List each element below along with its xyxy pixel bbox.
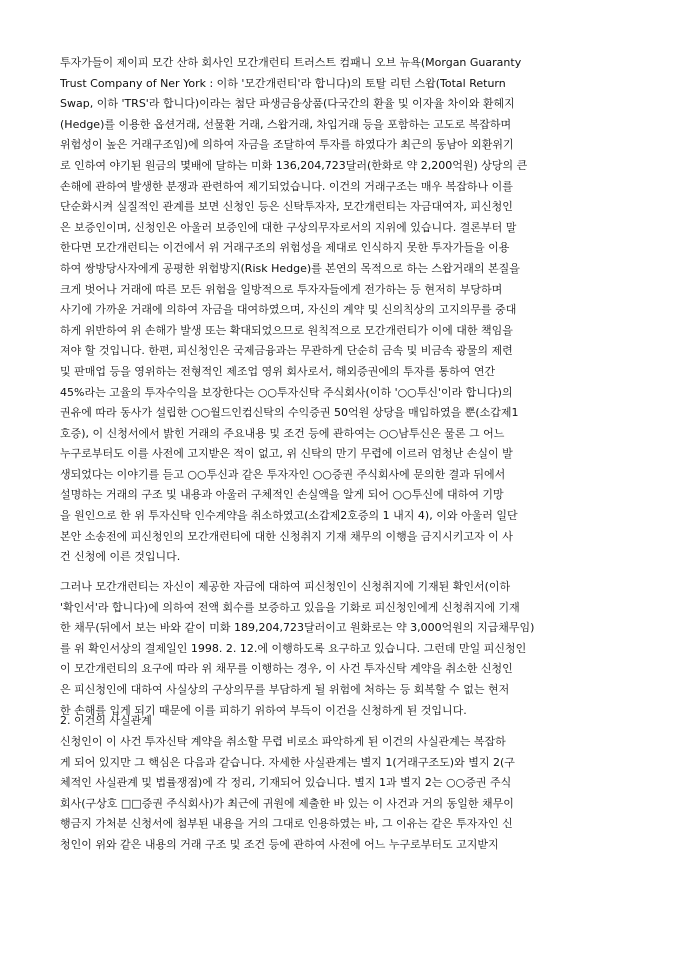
paragraph-background (60, 53, 620, 568)
section-heading-text: 2. 이건의 사실관계 (60, 714, 152, 727)
text-line: 한다면 모간개런티는 이건에서 위 거래구조의 위험성을 제대로 인식하지 못한 투자가들을 이용 (60, 241, 510, 255)
text-line: Trust Company of Ner York : 이하 '모간개런티'라 합니다)의 토탈 리턴 스왑(Total Return (60, 76, 506, 90)
text-line: 행금지 가처분 신청서에 첨부된 내용을 거의 그대로 인용하였는 바, 그 이유는 같은 투자자인 신 (60, 817, 513, 831)
text-line: 손해에 관하여 발생한 분쟁과 관련하여 제기되었습니다. 이건의 거래구조는 매우 복잡하나 이를 (60, 179, 513, 193)
text-line: 하여 쌍방당사자에게 공평한 위험방지(Risk Hedge)를 본연의 목적으로 하는 스왑거래의 본질을 (60, 261, 520, 275)
text-line: 건 신청에 이른 것입니다. (60, 550, 181, 564)
text-line: 로 인하여 야기된 원금의 몇배에 달하는 미화 136,204,723달러(한화로 약 2,200억원) 상당의 큰 (60, 158, 528, 172)
text-line: 져야 할 것입니다. 한편, 피신청인은 국제금융과는 무관하게 단순히 금속 및 비금속 광물의 제련 (60, 344, 513, 358)
text-line: 위험성이 높은 거래구조임)에 의하여 자금을 조달하여 투자를 하였다가 최근의 동남아 외환위기 (60, 138, 514, 152)
paragraph-morgan-demand (60, 577, 620, 721)
text-line: 45%라는 고율의 투자수익을 보장한다는 ○○투자신탁 주식회사(이하 '○○투신'이라 합니다)의 (60, 385, 513, 399)
text-line: 은 보증인이며, 신청인은 아울러 보증인에 대한 구상의무자로서의 지위에 있습니다. 결론부터 말 (60, 220, 517, 234)
text-line: 은 피신청인에 대하여 사실상의 구상의무를 부담하게 될 위험에 처하는 등 회복할 수 없는 현저 (60, 682, 510, 696)
text-line: (Hedge)를 이용한 옵션거래, 선물환 거래, 스왑거래, 차입거래 등을 포함하는 고도로 복잡하며 (60, 117, 512, 131)
text-line: 단순화시켜 실질적인 관계를 보면 신청인 등은 신탁투자자, 모간개런티는 자금대여자, 피신청인 (60, 200, 513, 214)
text-line: 한 손해를 입게 되기 때문에 이를 피하기 위하여 부득이 이건을 신청하게 된 것입니다. (60, 703, 467, 717)
text-line: 체적인 사실관계 및 법률쟁점)에 각 정리, 기재되어 있습니다. 별지 1과 별지 2는 ○○증권 주식 (60, 776, 512, 790)
text-line: 청인이 위와 같은 내용의 거래 구조 및 조건 등에 관하여 사전에 어느 누구로부터도 고지받지 (60, 837, 499, 851)
text-line: 을 원인으로 한 위 투자신탁 인수계약을 취소하였고(소갑제2호증의 1 내지 4), 이와 아울러 일단 (60, 509, 518, 523)
text-line: 그러나 모간개런티는 자신이 제공한 자금에 대하여 피신청인이 신청취지에 기재된 확인서(이하 (60, 580, 511, 593)
text-line: 회사(구상호 □□증권 주식회사)가 최근에 귀원에 제출한 바 있는 이 사건과 거의 동일한 채무이 (60, 796, 514, 810)
text-line: 호증), 이 신청서에서 밝힌 거래의 주요내용 및 조건 등에 관하여는 ○○남투신은 물론 그 어느 (60, 426, 505, 440)
text-line: 본안 소송전에 피신청인의 모간개런티에 대한 신청취지 기재 채무의 이행을 금지시키고자 이 사 (60, 529, 513, 543)
text-line: 이 모간개런티의 요구에 따라 위 채무를 이행하는 경우, 이 사건 투자신탁 계약을 취소한 신청인 (60, 662, 513, 676)
text-line: 사기에 가까운 거래에 의하여 자금을 대여하였으며, 자신의 계약 및 신의칙상의 고지의무를 중대 (60, 303, 517, 317)
text-line: '확인서'라 합니다)에 의하여 전액 회수를 보증하고 있음을 기화로 피신청인에게 신청취지에 기재 (60, 600, 520, 614)
text-line: 투자가들이 제이피 모간 산하 회사인 모간개런티 트러스트 컴패니 오브 뉴욕(Morgan Guaranty (60, 56, 522, 69)
section-heading-facts (60, 711, 620, 732)
text-line: 를 위 확인서상의 결제일인 1998. 2. 12.에 이행하도록 요구하고 있습니다. 그런데 만일 피신청인 (60, 641, 527, 655)
text-line: 게 되어 있지만 그 핵심은 다음과 같습니다. 자세한 사실관계는 별지 1(거래구조도)와 별지 2(구 (60, 755, 515, 769)
text-line: 생되었다는 이야기를 듣고 ○○투신과 같은 투자자인 ○○증권 주식회사에 문의한 결과 뒤에서 (60, 467, 506, 481)
text-line: 하게 위반하여 위 손해가 발생 또는 확대되었으므로 원칙적으로 모간개런티가 이에 대한 책임을 (60, 323, 513, 337)
text-line: 설명하는 거래의 구조 및 내용과 아울러 구체적인 손실액을 알게 되어 ○○투신에 대하여 기망 (60, 488, 504, 502)
text-line: 및 판매업 등을 영위하는 전형적인 제조업 영위 회사로서, 해외증권에의 투자를 통하여 연간 (60, 364, 496, 378)
text-line: 신청인이 이 사건 투자신탁 계약을 취소할 무렵 비로소 파악하게 된 이건의 사실관계는 복잡하 (60, 735, 506, 748)
text-line: 권유에 따라 동사가 설립한 ○○월드인컴신탁의 수익증권 50억원 상당을 매입하였을 뿐(소갑제1 (60, 406, 519, 420)
text-line: 누구로부터도 이를 사전에 고지받은 적이 없고, 위 신탁의 만기 무렵에 이르러 엄청난 손실이 발 (60, 447, 513, 461)
text-line: 한 채무(뒤에서 보는 바와 같이 미화 189,204,723달러이고 원화로는 약 3,000억원의 지급채무임) (60, 621, 535, 635)
text-line: Swap, 이하 'TRS'라 합니다)이라는 첨단 파생금융상품(다국간의 환율 및 이자율 차이와 환헤지 (60, 97, 515, 111)
paragraph-facts (60, 732, 620, 856)
text-line: 크게 벗어나 거래에 따른 모든 위험을 일방적으로 투자자들에게 전가하는 등 현저히 부당하며 (60, 282, 503, 296)
